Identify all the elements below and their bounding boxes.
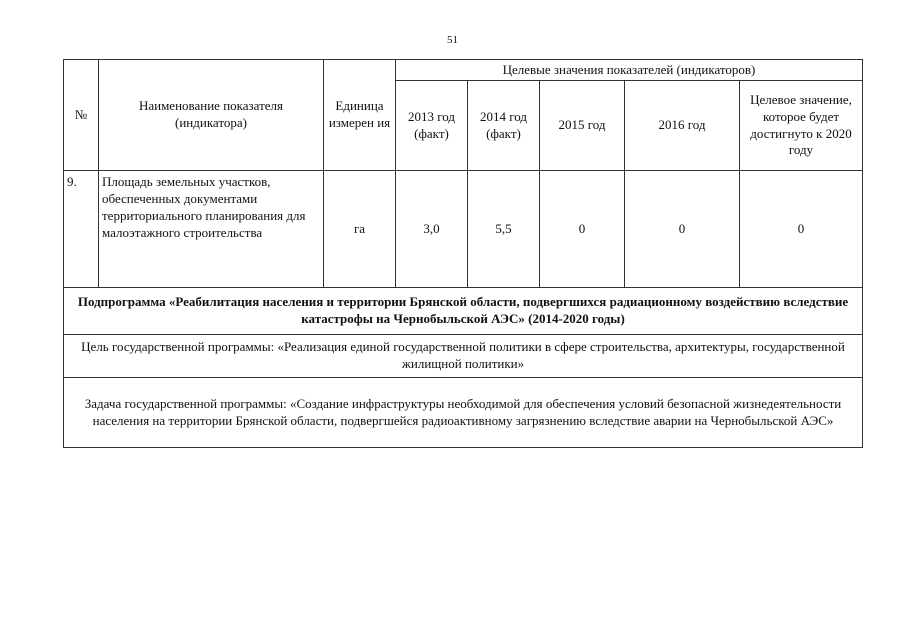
row-value-2014: 5,5: [468, 171, 540, 288]
row-value-2015: 0: [540, 171, 625, 288]
row-indicator-name: Площадь земельных участков, обеспеченных документами территориального планирования для малоэтажного строительства: [99, 171, 324, 288]
table-row: [64, 171, 863, 288]
header-row: [64, 60, 863, 81]
header-year-2014: 2014 год (факт): [468, 81, 540, 171]
header-year-2015: 2015 год: [540, 81, 625, 171]
header-year-2013: 2013 год (факт): [396, 81, 468, 171]
header-targets-group: Целевые значения показателей (индикаторов): [396, 60, 863, 81]
row-unit: га: [324, 171, 396, 288]
header-target-2020: Целевое значение, которое будет достигнуто к 2020 году: [740, 81, 863, 171]
task-row: [64, 378, 863, 448]
program-task: Задача государственной программы: «Создание инфраструктуры необходимой для обеспечения условий безопасной жизнедеятельности населения на территории Брянской области, подвергшейся радиоактивному загрязнению вследствие аварии на Чернобыльской АЭС»: [64, 378, 863, 448]
row-number: 9.: [64, 171, 99, 288]
row-value-2016: 0: [625, 171, 740, 288]
header-number: №: [64, 60, 99, 171]
program-goal: Цель государственной программы: «Реализация единой государственной политики в сфере строительства, архитектуры, государственной жилищной политики»: [64, 335, 863, 378]
row-value-2020: 0: [740, 171, 863, 288]
header-unit: Единица измерен ия: [324, 60, 396, 171]
header-indicator-name: Наименование показателя (индикатора): [99, 60, 324, 171]
header-year-2016: 2016 год: [625, 81, 740, 171]
page-number: 51: [447, 34, 458, 46]
subprogram-title: Подпрограмма «Реабилитация населения и территории Брянской области, подвергшихся радиационному воздействию вследствие катастрофы на Чернобыльской АЭС» (2014-2020 годы): [64, 288, 863, 335]
indicators-table: [63, 59, 863, 448]
subprogram-row: [64, 288, 863, 335]
goal-row: [64, 335, 863, 378]
row-value-2013: 3,0: [396, 171, 468, 288]
